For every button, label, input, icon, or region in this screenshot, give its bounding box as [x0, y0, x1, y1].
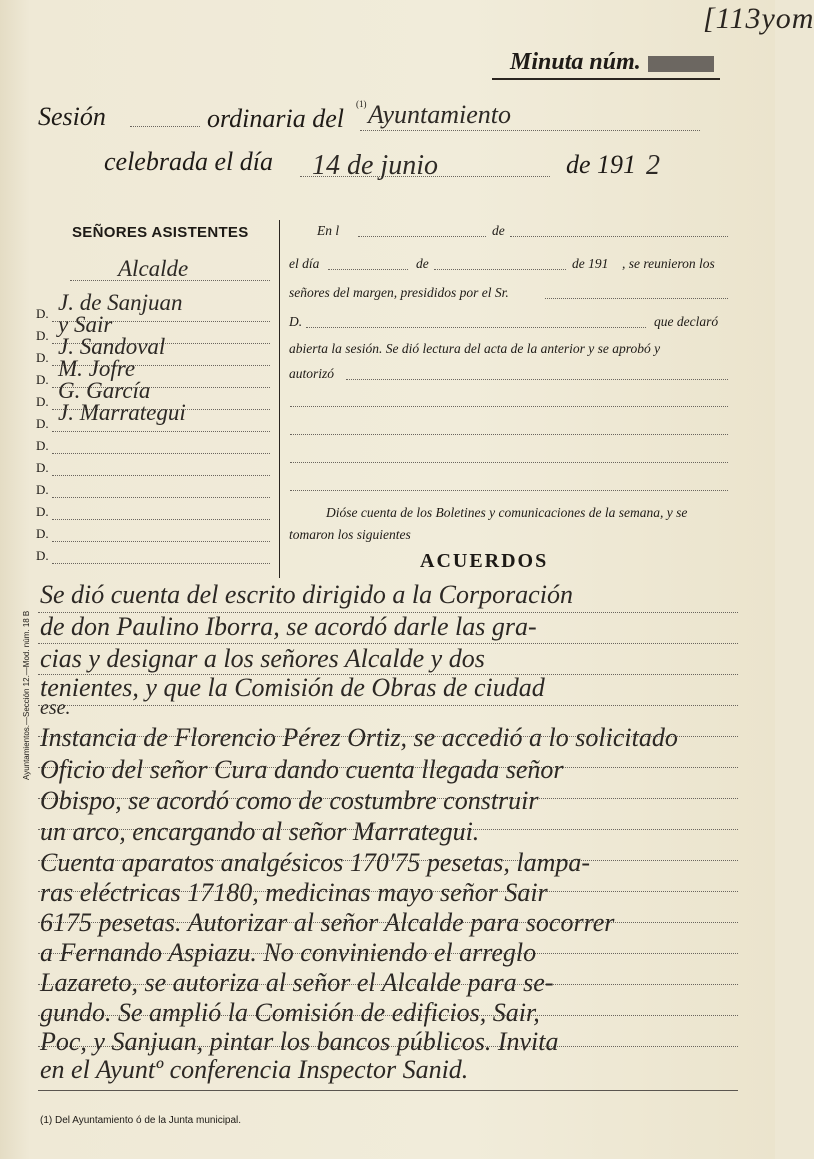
dotted-line: [346, 379, 728, 380]
minutes-line: Se dió cuenta del escrito dirigido a la Corporación: [40, 580, 573, 609]
row-label: D.: [36, 504, 49, 519]
minuta-rule: [492, 78, 720, 80]
minutes-line: tenientes, y que la Comisión de Obras de ciudad: [40, 673, 545, 702]
dotted-line: [328, 269, 408, 270]
row-label: D.: [36, 460, 49, 475]
dotted-line: [290, 490, 728, 491]
form-el-dia: el día: [289, 256, 320, 271]
footnote-marker: (1): [356, 99, 367, 109]
date-handwritten: 14 de junio: [312, 150, 438, 181]
ordinaria-label: ordinaria del: [207, 104, 344, 133]
year-handwritten: 2: [646, 150, 660, 181]
minutes-line: de don Paulino Iborra, se acordó darle las gra-: [40, 612, 537, 641]
minutes-line: Obispo, se acordó como de costumbre construir: [40, 786, 539, 815]
dotted-line: [434, 269, 566, 270]
year-label: de 191: [566, 150, 637, 179]
minuta-number-redacted: [648, 56, 714, 72]
minutes-line: a Fernando Aspiazu. No conviniendo el arreglo: [40, 938, 537, 967]
minutes-line: un arco, encargando al señor Marrategui.: [40, 817, 480, 846]
dotted-line: [52, 497, 270, 498]
row-label: D.: [36, 548, 49, 563]
asistente-name: J. de Sanjuan: [58, 290, 183, 315]
dotted-line: [545, 298, 728, 299]
form-de: de: [492, 223, 505, 238]
row-label: D.: [36, 416, 49, 431]
asistente-name: M. Jofre: [58, 356, 136, 381]
minutes-line: en el Ayuntº conferencia Inspector Sanid.: [40, 1055, 469, 1084]
minutes-line: cias y designar a los señores Alcalde y dos: [40, 644, 485, 673]
form-year: de 191: [572, 256, 609, 271]
minutes-line: ras eléctricas 17180, medicinas mayo señor Sair: [40, 878, 548, 907]
acuerdos-title: ACUERDOS: [420, 550, 549, 572]
row-label: D.: [36, 328, 49, 343]
row-label: D.: [36, 306, 49, 321]
form-abierta: abierta la sesión. Se dió lectura del acta de la anterior y se aprobó y: [289, 341, 661, 356]
dotted-line: [290, 406, 728, 407]
dotted-line: [52, 563, 270, 564]
form-declaro: que declaró: [654, 314, 719, 329]
sesion-label: Sesión: [38, 102, 106, 131]
column-divider: [279, 220, 280, 578]
dotted-line: [52, 475, 270, 476]
corner-handwritten-note: [113yom: [703, 2, 814, 35]
minutes-line: ese.: [40, 697, 71, 719]
asistente-name: G. García: [58, 378, 151, 403]
minutes-line: Cuenta aparatos analgésicos 170'75 pesetas, lampa-: [40, 848, 591, 877]
printer-sidenote: Ayuntamientos.—Sección 12.—Mod. núm. 18 B: [22, 610, 31, 780]
row-label: D.: [36, 350, 49, 365]
minutes-line: Oficio del señor Cura dando cuenta llegada señor: [40, 755, 564, 784]
ayuntamiento-handwritten: Ayuntamiento: [368, 100, 511, 129]
row-label: D.: [36, 372, 49, 387]
dotted-line: [52, 453, 270, 454]
footnote: (1) Del Ayuntamiento ó de la Junta municipal.: [40, 1115, 242, 1126]
minutes-line: Poc, y Sanjuan, pintar los bancos públicos. Invita: [40, 1027, 559, 1056]
dotted-line: [510, 236, 728, 237]
asistente-name: J. Sandoval: [58, 334, 166, 359]
row-label: D.: [36, 438, 49, 453]
form-de2: de: [416, 256, 429, 271]
dotted-line: [52, 431, 270, 432]
footnote-rule: [38, 1090, 738, 1091]
form-autorizo: autorizó: [289, 366, 335, 381]
dotted-line: [290, 434, 728, 435]
dotted-line: [130, 126, 200, 127]
form-en: En l: [317, 223, 340, 238]
minutes-line: Lazareto, se autoriza al señor el Alcalde para se-: [40, 968, 554, 997]
dotted-line: [52, 541, 270, 542]
minutes-line: gundo. Se amplió la Comisión de edificios, Sair,: [40, 998, 540, 1027]
minuta-label: Minuta núm.: [510, 49, 641, 75]
form-senores: señores del margen, presididos por el Sr.: [289, 285, 509, 300]
row-label: D.: [36, 394, 49, 409]
celebrada-label: celebrada el día: [104, 147, 273, 176]
form-tomaron: tomaron los siguientes: [289, 527, 411, 542]
form-se-reunieron: , se reunieron los: [622, 256, 715, 271]
dotted-line: [70, 280, 270, 281]
dotted-line: [52, 519, 270, 520]
minutes-line: Instancia de Florencio Pérez Ortiz, se accedió a lo solicitado: [40, 723, 678, 752]
asistente-name: y Sair: [58, 312, 113, 337]
form-d: D.: [289, 314, 303, 329]
dotted-line: [290, 462, 728, 463]
dotted-line: [300, 176, 550, 177]
form-diose: Dióse cuenta de los Boletines y comunicaciones de la semana, y se: [326, 505, 688, 520]
row-label: D.: [36, 526, 49, 541]
dotted-line: [358, 236, 486, 237]
minutes-line: 6175 pesetas. Autorizar al señor Alcalde para socorrer: [40, 908, 615, 937]
row-label: D.: [36, 482, 49, 497]
ruled-line: [38, 705, 738, 706]
asistente-name: J. Marrategui: [58, 400, 186, 425]
dotted-line: [306, 327, 646, 328]
alcalde-handwritten: Alcalde: [118, 256, 189, 281]
dotted-line: [360, 130, 700, 131]
asistentes-title: SEÑORES ASISTENTES: [72, 224, 249, 241]
